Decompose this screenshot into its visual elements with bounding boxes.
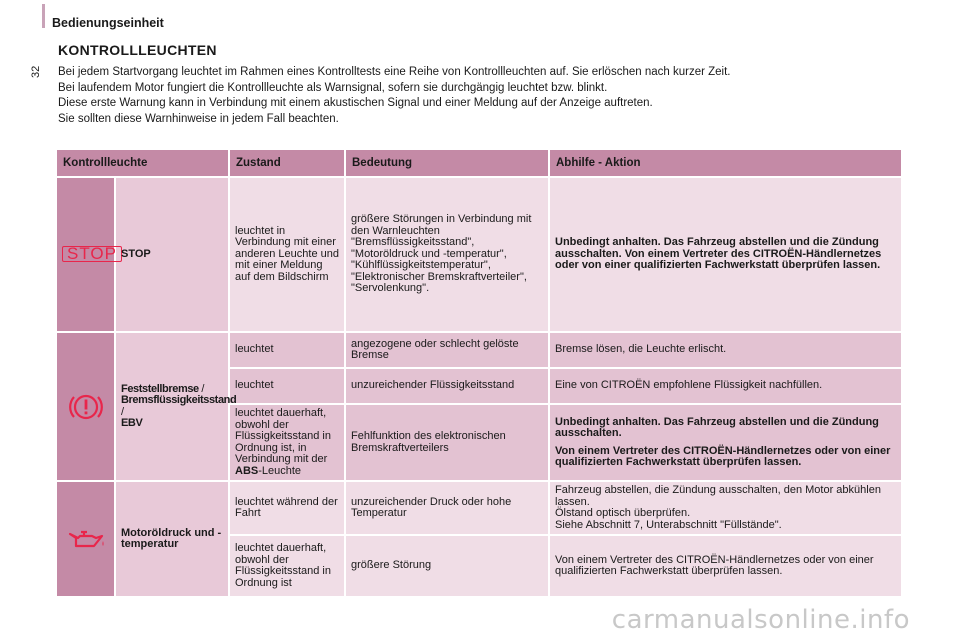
page-number: 32 [30, 65, 42, 78]
section-title: KONTROLLLEUCHTEN [58, 42, 217, 58]
state-cell: leuchtet [230, 369, 346, 403]
meaning-cell: größere Störung [346, 536, 550, 596]
meaning-cell: größere Störungen in Verbindung mit den Warnleuchten "Bremsflüssigkeitsstand", "Motoröldruck und -temperatur", "Kühlflüssigkeitstemperatur", "Elektronischer Bremskraftverteiler", "Servolenkung". [346, 178, 550, 331]
remedy-line: Siehe Abschnitt 7, Unterabschnitt "Füllstände". [555, 518, 782, 531]
remedy-cell: Bremse lösen, die Leuchte erlischt. [550, 333, 903, 367]
light-name-brake [116, 333, 237, 480]
meaning-cell: angezogene oder schlecht gelöste Bremse [346, 333, 550, 367]
state-cell: leuchtet [230, 333, 346, 367]
col-header-remedy: Abhilfe - Aktion [550, 150, 903, 176]
warning-lights-table [57, 148, 903, 598]
stop-icon: STOP [62, 246, 122, 262]
remedy-line: Ölstand optisch überprüfen. [555, 507, 691, 519]
brake-name-sep: / [198, 382, 205, 395]
remedy-cell: Von einem Vertreter des CITROËN-Händlernetzes oder von einer qualifizierten Fachwerkstatt überprüfen lassen. [550, 536, 903, 596]
light-name-stop: STOP [116, 178, 230, 331]
meaning-cell: unzureichender Flüssigkeitsstand [346, 369, 550, 403]
header-title: Bedienungseinheit [52, 16, 164, 30]
remedy-cell [550, 405, 903, 480]
remedy-line: Von einem Vertreter des CITROËN-Händlernetzes oder von einer qualifizierten Fachwerkstatt überprüfen lassen. [555, 444, 891, 468]
abs-label: ABS [235, 464, 259, 477]
oil-can-icon [62, 526, 109, 552]
meaning-cell: Fehlfunktion des elektronischen Bremskraftverteilers [346, 405, 550, 480]
col-header-meaning: Bedeutung [346, 150, 550, 176]
state-cell: leuchtet in Verbindung mit einer anderen Leuchte und mit einer Meldung auf dem Bildschirm [230, 178, 346, 331]
table-row-brake [57, 333, 903, 367]
state-cell [230, 405, 346, 480]
oil-icon-cell [57, 482, 116, 596]
state-cell: leuchtet während der Fahrt [230, 482, 346, 534]
intro-text [58, 65, 938, 127]
stop-icon-cell [57, 178, 116, 331]
light-name-oil: Motoröldruck und -temperatur [116, 482, 230, 596]
brake-name-part: Feststellbremse [121, 382, 199, 395]
intro-line: Bei jedem Startvorgang leuchtet im Rahmen eines Kontrolltests eine Reihe von Kontrollleuchten auf. Sie erlöschen nach kurzer Zeit. [58, 66, 731, 78]
remedy-cell [550, 482, 903, 534]
remedy-cell: Eine von CITROËN empfohlene Flüssigkeit nachfüllen. [550, 369, 903, 403]
brake-warning-icon [62, 389, 109, 425]
col-header-light: Kontrollleuchte [57, 150, 230, 176]
table-row-oil [57, 482, 903, 534]
brake-icon-cell [57, 333, 116, 480]
intro-line: Sie sollten diese Warnhinweise in jedem Fall beachten. [58, 112, 339, 125]
meaning-cell: unzureichender Druck oder hohe Temperatur [346, 482, 550, 534]
brake-name-part: EBV [121, 417, 143, 429]
brake-name-part: Bremsflüssigkeitsstand [121, 394, 237, 406]
remedy-line: Fahrzeug abstellen, die Zündung ausschalten, den Motor abkühlen lassen. [555, 484, 881, 508]
remedy-line: Unbedingt anhalten. Das Fahrzeug abstellen und die Zündung ausschalten. [555, 415, 879, 439]
watermark: carmanualsonline.info [611, 605, 910, 635]
col-header-state: Zustand [230, 150, 346, 176]
brake-name-sep: / [121, 405, 124, 418]
state-cell: leuchtet dauerhaft, obwohl der Flüssigkeitsstand in Ordnung ist [230, 536, 346, 596]
state-text: -Leuchte [258, 464, 302, 477]
intro-line: Diese erste Warnung kann in Verbindung mit einem akustischen Signal und einer Meldung auf der Anzeige auftreten. [58, 97, 653, 109]
remedy-cell: Unbedingt anhalten. Das Fahrzeug abstellen und die Zündung ausschalten. Von einem Vertreter des CITROËN-Händlernetzes oder von einer qualifizierten Fachwerkstatt überprüfen lassen. [550, 178, 903, 331]
table-row-stop [57, 178, 903, 331]
header-accent-bar [42, 4, 45, 28]
intro-line: Bei laufendem Motor fungiert die Kontrollleuchte als Warnsignal, sofern sie durchgängig leuchtet bzw. blinkt. [58, 81, 608, 94]
table-header-row [57, 150, 903, 176]
state-text: leuchtet dauerhaft, obwohl der Flüssigkeitsstand in Ordnung ist, in Verbindung mit der [235, 407, 331, 465]
